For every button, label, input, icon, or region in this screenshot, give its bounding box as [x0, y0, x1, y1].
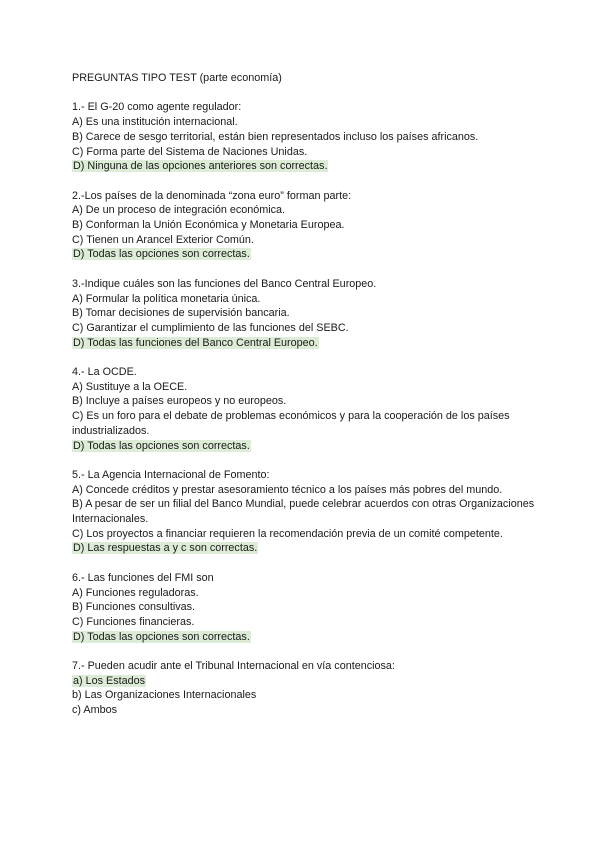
option-c: C) Forma parte del Sistema de Naciones Unidas. [72, 145, 308, 158]
question-text: 3.-Indique cuáles son las funciones del Banco Central Europeo. [72, 277, 377, 290]
option-c: C) Los proyectos a financiar requieren la recomendación previa de un comité competente. [72, 527, 503, 540]
option-a: A) Sustituye a la OECE. [72, 380, 188, 393]
option-d-correct: D) Todas las opciones son correctas. [73, 248, 250, 261]
option-c: C) Funciones financieras. [72, 615, 195, 628]
option-c: C) Tienen un Arancel Exterior Común. [72, 233, 254, 246]
option-b: B) A pesar de ser un filial del Banco Mundial, puede celebrar acuerdos con otras Organizaciones Internacionales. [72, 498, 535, 526]
question-text: 6.- Las funciones del FMI son [72, 571, 214, 584]
question-text: 7.- Pueden acudir ante el Tribunal Internacional en vía contenciosa: [72, 660, 395, 673]
option-b: B) Tomar decisiones de supervisión bancaria. [72, 307, 290, 320]
document-title: PREGUNTAS TIPO TEST (parte economía) [72, 72, 282, 84]
option-d-correct: D) Todas las opciones son correctas. [73, 439, 250, 452]
option-a: A) De un proceso de integración económica. [72, 204, 286, 217]
option-a-correct: a) Los Estados [73, 674, 146, 687]
question-7 [72, 659, 560, 718]
question-4 [72, 365, 560, 453]
option-d-correct: D) Ninguna de las opciones anteriores son correctas. [73, 160, 328, 173]
option-a: A) Funciones reguladoras. [72, 586, 199, 599]
question-1 [72, 100, 560, 174]
question-2 [72, 189, 560, 263]
option-b: b) Las Organizaciones Internacionales [72, 689, 257, 702]
question-3 [72, 277, 560, 351]
option-c: c) Ambos [72, 704, 118, 717]
option-d-correct: D) Todas las opciones son correctas. [73, 630, 250, 643]
option-a: A) Es una institución internacional. [72, 116, 238, 129]
option-a: A) Concede créditos y prestar asesoramiento técnico a los países más pobres del mundo. [72, 483, 503, 496]
question-text: 2.-Los países de la denominada “zona euro” forman parte: [72, 189, 352, 202]
option-b: B) Conforman la Unión Económica y Monetaria Europea. [72, 219, 345, 231]
option-a: A) Formular la política monetaria única. [72, 292, 261, 305]
option-c: C) Es un foro para el debate de problemas económicos y para la cooperación de los países industrializados. [72, 410, 510, 437]
question-6 [72, 571, 560, 645]
question-5 [72, 468, 560, 556]
option-b: B) Incluye a países europeos y no europeos. [72, 395, 287, 408]
option-b: B) Carece de sesgo territorial, están bien representados incluso los países africanos. [72, 130, 479, 143]
question-text: 1.- El G-20 como agente regulador: [72, 101, 242, 114]
option-b: B) Funciones consultivas. [72, 601, 196, 614]
question-text: 5.- La Agencia Internacional de Fomento: [72, 468, 270, 481]
option-c: C) Garantizar el cumplimiento de las funciones del SEBC. [72, 321, 349, 334]
question-text: 4.- La OCDE. [72, 366, 137, 378]
option-d-correct: D) Las respuestas a y c son correctas. [73, 542, 258, 555]
option-d-correct: D) Todas las funciones del Banco Central Europeo. [73, 336, 318, 349]
